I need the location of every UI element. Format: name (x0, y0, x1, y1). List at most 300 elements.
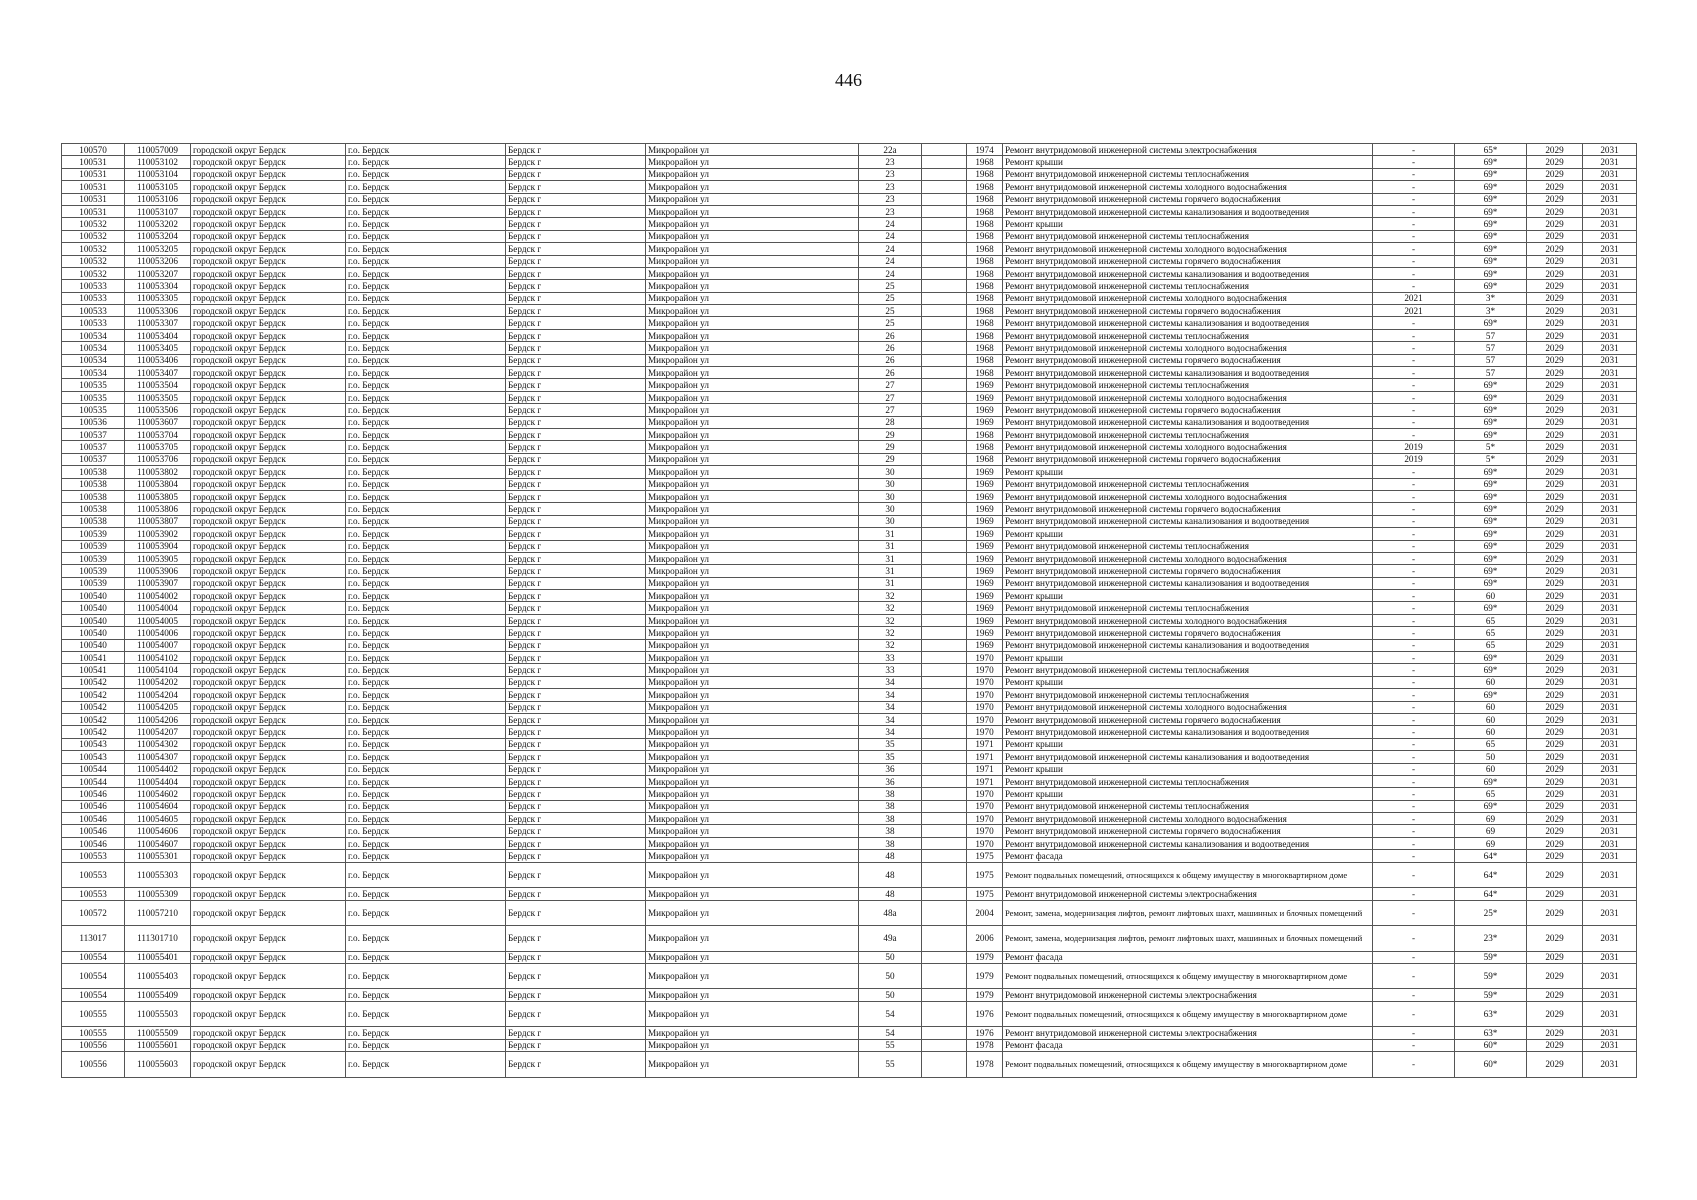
house-number-cell: 54 (859, 1027, 922, 1039)
building-cell (922, 478, 967, 490)
city-cell: Бердск г (506, 813, 646, 825)
year-built-cell: 1970 (967, 713, 1003, 725)
last-repair-year-cell: 2019 (1373, 453, 1455, 465)
settlement-cell: г.о. Бердск (346, 850, 506, 862)
element-id-cell: 110054006 (125, 627, 191, 639)
street-cell: Микрорайон ул (646, 926, 859, 952)
wear-percent-cell: 65 (1455, 639, 1527, 651)
wear-percent-cell: 57 (1455, 342, 1527, 354)
plan-start-year-cell: 2029 (1527, 453, 1583, 465)
element-id-cell: 110053505 (125, 391, 191, 403)
last-repair-year-cell: - (1373, 490, 1455, 502)
repair-register-table (61, 143, 1637, 1078)
building-cell (922, 689, 967, 701)
building-cell (922, 466, 967, 478)
house-number-cell: 24 (859, 218, 922, 230)
element-id-cell: 110053306 (125, 305, 191, 317)
settlement-cell: г.о. Бердск (346, 367, 506, 379)
year-built-cell: 1970 (967, 676, 1003, 688)
municipality-cell: городской округ Бердск (191, 888, 346, 900)
work-type-cell: Ремонт внутридомовой инженерной системы теплоснабжения (1003, 230, 1373, 242)
plan-end-year-cell: 2031 (1583, 181, 1637, 193)
settlement-cell: г.о. Бердск (346, 144, 506, 156)
year-built-cell: 1976 (967, 1001, 1003, 1027)
building-cell (922, 181, 967, 193)
building-cell (922, 367, 967, 379)
house-id-cell: 100540 (62, 602, 125, 614)
house-number-cell: 29 (859, 428, 922, 440)
street-cell: Микрорайон ул (646, 428, 859, 440)
table-row (62, 813, 1637, 825)
last-repair-year-cell: - (1373, 342, 1455, 354)
work-type-cell: Ремонт крыши (1003, 590, 1373, 602)
settlement-cell: г.о. Бердск (346, 900, 506, 926)
building-cell (922, 329, 967, 341)
house-id-cell: 100554 (62, 989, 125, 1001)
city-cell: Бердск г (506, 354, 646, 366)
page-number: 446 (835, 70, 862, 90)
street-cell: Микрорайон ул (646, 837, 859, 849)
street-cell: Микрорайон ул (646, 590, 859, 602)
city-cell: Бердск г (506, 416, 646, 428)
element-id-cell: 110054607 (125, 837, 191, 849)
plan-start-year-cell: 2029 (1527, 775, 1583, 787)
wear-percent-cell: 69* (1455, 602, 1527, 614)
street-cell: Микрорайон ул (646, 627, 859, 639)
last-repair-year-cell: - (1373, 689, 1455, 701)
table-row (62, 664, 1637, 676)
plan-end-year-cell: 2031 (1583, 850, 1637, 862)
year-built-cell: 1968 (967, 428, 1003, 440)
last-repair-year-cell: - (1373, 602, 1455, 614)
element-id-cell: 110054302 (125, 738, 191, 750)
last-repair-year-cell: - (1373, 788, 1455, 800)
plan-end-year-cell: 2031 (1583, 267, 1637, 279)
plan-start-year-cell: 2029 (1527, 951, 1583, 963)
plan-end-year-cell: 2031 (1583, 329, 1637, 341)
last-repair-year-cell: - (1373, 900, 1455, 926)
year-built-cell: 1968 (967, 255, 1003, 267)
municipality-cell: городской округ Бердск (191, 528, 346, 540)
work-type-cell: Ремонт внутридомовой инженерной системы горячего водоснабжения (1003, 627, 1373, 639)
work-type-cell: Ремонт внутридомовой инженерной системы канализования и водоотведения (1003, 515, 1373, 527)
year-built-cell: 1969 (967, 540, 1003, 552)
plan-end-year-cell: 2031 (1583, 565, 1637, 577)
element-id-cell: 110053102 (125, 156, 191, 168)
city-cell: Бердск г (506, 676, 646, 688)
building-cell (922, 490, 967, 502)
house-number-cell: 27 (859, 379, 922, 391)
element-id-cell: 110055401 (125, 951, 191, 963)
element-id-cell: 110054404 (125, 775, 191, 787)
table-row (62, 416, 1637, 428)
street-cell: Микрорайон ул (646, 639, 859, 651)
year-built-cell: 1968 (967, 193, 1003, 205)
plan-start-year-cell: 2029 (1527, 193, 1583, 205)
building-cell (922, 837, 967, 849)
municipality-cell: городской округ Бердск (191, 775, 346, 787)
building-cell (922, 193, 967, 205)
table-row (62, 391, 1637, 403)
street-cell: Микрорайон ул (646, 416, 859, 428)
city-cell: Бердск г (506, 540, 646, 552)
house-id-cell: 100543 (62, 751, 125, 763)
street-cell: Микрорайон ул (646, 850, 859, 862)
work-type-cell: Ремонт внутридомовой инженерной системы горячего водоснабжения (1003, 305, 1373, 317)
plan-start-year-cell: 2029 (1527, 528, 1583, 540)
wear-percent-cell: 69* (1455, 652, 1527, 664)
plan-start-year-cell: 2029 (1527, 763, 1583, 775)
settlement-cell: г.о. Бердск (346, 577, 506, 589)
last-repair-year-cell: - (1373, 218, 1455, 230)
plan-start-year-cell: 2029 (1527, 1052, 1583, 1078)
year-built-cell: 1969 (967, 565, 1003, 577)
element-id-cell: 110054307 (125, 751, 191, 763)
street-cell: Микрорайон ул (646, 701, 859, 713)
wear-percent-cell: 64* (1455, 862, 1527, 888)
city-cell: Бердск г (506, 800, 646, 812)
street-cell: Микрорайон ул (646, 243, 859, 255)
element-id-cell: 110053406 (125, 354, 191, 366)
street-cell: Микрорайон ул (646, 813, 859, 825)
municipality-cell: городской округ Бердск (191, 602, 346, 614)
wear-percent-cell: 69* (1455, 478, 1527, 490)
street-cell: Микрорайон ул (646, 490, 859, 502)
street-cell: Микрорайон ул (646, 713, 859, 725)
house-id-cell: 100538 (62, 490, 125, 502)
house-number-cell: 48а (859, 900, 922, 926)
building-cell (922, 156, 967, 168)
last-repair-year-cell: - (1373, 503, 1455, 515)
municipality-cell: городской округ Бердск (191, 342, 346, 354)
city-cell: Бердск г (506, 763, 646, 775)
plan-end-year-cell: 2031 (1583, 590, 1637, 602)
house-id-cell: 100555 (62, 1001, 125, 1027)
house-number-cell: 32 (859, 602, 922, 614)
house-id-cell: 100533 (62, 305, 125, 317)
plan-end-year-cell: 2031 (1583, 280, 1637, 292)
table-row (62, 466, 1637, 478)
city-cell: Бердск г (506, 900, 646, 926)
settlement-cell: г.о. Бердск (346, 441, 506, 453)
element-id-cell: 110054606 (125, 825, 191, 837)
plan-end-year-cell: 2031 (1583, 825, 1637, 837)
municipality-cell: городской округ Бердск (191, 1052, 346, 1078)
plan-end-year-cell: 2031 (1583, 989, 1637, 1001)
element-id-cell: 110054005 (125, 614, 191, 626)
year-built-cell: 1969 (967, 416, 1003, 428)
last-repair-year-cell: - (1373, 205, 1455, 217)
city-cell: Бердск г (506, 989, 646, 1001)
wear-percent-cell: 69 (1455, 825, 1527, 837)
table-row (62, 404, 1637, 416)
wear-percent-cell: 69* (1455, 280, 1527, 292)
year-built-cell: 1968 (967, 367, 1003, 379)
wear-percent-cell: 69* (1455, 528, 1527, 540)
plan-end-year-cell: 2031 (1583, 193, 1637, 205)
house-id-cell: 100538 (62, 478, 125, 490)
element-id-cell: 110053404 (125, 329, 191, 341)
element-id-cell: 110053807 (125, 515, 191, 527)
house-id-cell: 100540 (62, 614, 125, 626)
last-repair-year-cell: - (1373, 926, 1455, 952)
city-cell: Бердск г (506, 837, 646, 849)
house-number-cell: 29 (859, 453, 922, 465)
municipality-cell: городской округ Бердск (191, 1039, 346, 1051)
plan-end-year-cell: 2031 (1583, 292, 1637, 304)
building-cell (922, 951, 967, 963)
street-cell: Микрорайон ул (646, 565, 859, 577)
settlement-cell: г.о. Бердск (346, 888, 506, 900)
plan-start-year-cell: 2029 (1527, 354, 1583, 366)
house-number-cell: 24 (859, 230, 922, 242)
year-built-cell: 1968 (967, 280, 1003, 292)
city-cell: Бердск г (506, 1052, 646, 1078)
year-built-cell: 1969 (967, 552, 1003, 564)
last-repair-year-cell: 2021 (1373, 292, 1455, 304)
last-repair-year-cell: - (1373, 800, 1455, 812)
wear-percent-cell: 23* (1455, 926, 1527, 952)
table-row (62, 639, 1637, 651)
house-id-cell: 100531 (62, 168, 125, 180)
settlement-cell: г.о. Бердск (346, 689, 506, 701)
element-id-cell: 110055601 (125, 1039, 191, 1051)
municipality-cell: городской округ Бердск (191, 800, 346, 812)
municipality-cell: городской округ Бердск (191, 292, 346, 304)
city-cell: Бердск г (506, 1027, 646, 1039)
work-type-cell: Ремонт внутридомовой инженерной системы теплоснабжения (1003, 602, 1373, 614)
table-row (62, 614, 1637, 626)
house-number-cell: 34 (859, 701, 922, 713)
building-cell (922, 305, 967, 317)
house-id-cell: 100541 (62, 652, 125, 664)
year-built-cell: 1969 (967, 614, 1003, 626)
work-type-cell: Ремонт внутридомовой инженерной системы горячего водоснабжения (1003, 503, 1373, 515)
building-cell (922, 652, 967, 664)
house-id-cell: 100540 (62, 627, 125, 639)
house-id-cell: 100540 (62, 590, 125, 602)
city-cell: Бердск г (506, 825, 646, 837)
plan-start-year-cell: 2029 (1527, 416, 1583, 428)
house-number-cell: 49а (859, 926, 922, 952)
year-built-cell: 1976 (967, 1027, 1003, 1039)
plan-end-year-cell: 2031 (1583, 614, 1637, 626)
municipality-cell: городской округ Бердск (191, 701, 346, 713)
street-cell: Микрорайон ул (646, 329, 859, 341)
settlement-cell: г.о. Бердск (346, 292, 506, 304)
year-built-cell: 1968 (967, 230, 1003, 242)
last-repair-year-cell: - (1373, 478, 1455, 490)
work-type-cell: Ремонт внутридомовой инженерной системы холодного водоснабжения (1003, 441, 1373, 453)
last-repair-year-cell: - (1373, 627, 1455, 639)
settlement-cell: г.о. Бердск (346, 528, 506, 540)
plan-start-year-cell: 2029 (1527, 713, 1583, 725)
last-repair-year-cell: - (1373, 243, 1455, 255)
table-row (62, 590, 1637, 602)
settlement-cell: г.о. Бердск (346, 602, 506, 614)
municipality-cell: городской округ Бердск (191, 515, 346, 527)
municipality-cell: городской округ Бердск (191, 614, 346, 626)
wear-percent-cell: 57 (1455, 367, 1527, 379)
plan-end-year-cell: 2031 (1583, 391, 1637, 403)
settlement-cell: г.о. Бердск (346, 255, 506, 267)
municipality-cell: городской округ Бердск (191, 837, 346, 849)
settlement-cell: г.о. Бердск (346, 243, 506, 255)
work-type-cell: Ремонт внутридомовой инженерной системы канализования и водоотведения (1003, 416, 1373, 428)
municipality-cell: городской округ Бердск (191, 552, 346, 564)
plan-end-year-cell: 2031 (1583, 951, 1637, 963)
year-built-cell: 1968 (967, 441, 1003, 453)
house-number-cell: 33 (859, 664, 922, 676)
wear-percent-cell: 69* (1455, 181, 1527, 193)
work-type-cell: Ремонт внутридомовой инженерной системы электроснабжения (1003, 888, 1373, 900)
settlement-cell: г.о. Бердск (346, 540, 506, 552)
wear-percent-cell: 65* (1455, 144, 1527, 156)
city-cell: Бердск г (506, 738, 646, 750)
municipality-cell: городской округ Бердск (191, 441, 346, 453)
municipality-cell: городской округ Бердск (191, 664, 346, 676)
municipality-cell: городской округ Бердск (191, 540, 346, 552)
street-cell: Микрорайон ул (646, 193, 859, 205)
building-cell (922, 218, 967, 230)
house-number-cell: 30 (859, 466, 922, 478)
element-id-cell: 110053704 (125, 428, 191, 440)
year-built-cell: 2006 (967, 926, 1003, 952)
city-cell: Бердск г (506, 515, 646, 527)
element-id-cell: 110053506 (125, 404, 191, 416)
work-type-cell: Ремонт, замена, модернизация лифтов, ремонт лифтовых шахт, машинных и блочных помещений (1003, 900, 1373, 926)
element-id-cell: 110053907 (125, 577, 191, 589)
year-built-cell: 1969 (967, 639, 1003, 651)
element-id-cell: 110053805 (125, 490, 191, 502)
element-id-cell: 110053902 (125, 528, 191, 540)
wear-percent-cell: 69* (1455, 218, 1527, 230)
wear-percent-cell: 69* (1455, 490, 1527, 502)
wear-percent-cell: 60 (1455, 763, 1527, 775)
settlement-cell: г.о. Бердск (346, 267, 506, 279)
settlement-cell: г.о. Бердск (346, 1039, 506, 1051)
element-id-cell: 110053607 (125, 416, 191, 428)
table-row (62, 342, 1637, 354)
wear-percent-cell: 69* (1455, 230, 1527, 242)
plan-end-year-cell: 2031 (1583, 1027, 1637, 1039)
settlement-cell: г.о. Бердск (346, 453, 506, 465)
street-cell: Микрорайон ул (646, 156, 859, 168)
plan-start-year-cell: 2029 (1527, 664, 1583, 676)
work-type-cell: Ремонт внутридомовой инженерной системы горячего водоснабжения (1003, 255, 1373, 267)
building-cell (922, 701, 967, 713)
house-number-cell: 25 (859, 292, 922, 304)
work-type-cell: Ремонт подвальных помещений, относящихся к общему имуществу в многоквартирном доме (1003, 1052, 1373, 1078)
work-type-cell: Ремонт внутридомовой инженерной системы теплоснабжения (1003, 379, 1373, 391)
table-row (62, 441, 1637, 453)
work-type-cell: Ремонт крыши (1003, 676, 1373, 688)
element-id-cell: 110053205 (125, 243, 191, 255)
wear-percent-cell: 5* (1455, 441, 1527, 453)
year-built-cell: 1978 (967, 1052, 1003, 1078)
wear-percent-cell: 69 (1455, 813, 1527, 825)
plan-end-year-cell: 2031 (1583, 230, 1637, 242)
city-cell: Бердск г (506, 726, 646, 738)
city-cell: Бердск г (506, 441, 646, 453)
table-row (62, 825, 1637, 837)
house-number-cell: 31 (859, 528, 922, 540)
street-cell: Микрорайон ул (646, 775, 859, 787)
municipality-cell: городской округ Бердск (191, 788, 346, 800)
year-built-cell: 1969 (967, 577, 1003, 589)
last-repair-year-cell: - (1373, 862, 1455, 888)
plan-start-year-cell: 2029 (1527, 577, 1583, 589)
building-cell (922, 664, 967, 676)
plan-start-year-cell: 2029 (1527, 590, 1583, 602)
element-id-cell: 110054004 (125, 602, 191, 614)
wear-percent-cell: 65 (1455, 614, 1527, 626)
municipality-cell: городской округ Бердск (191, 267, 346, 279)
building-cell (922, 391, 967, 403)
municipality-cell: городской округ Бердск (191, 590, 346, 602)
building-cell (922, 144, 967, 156)
city-cell: Бердск г (506, 478, 646, 490)
last-repair-year-cell: - (1373, 391, 1455, 403)
plan-end-year-cell: 2031 (1583, 552, 1637, 564)
building-cell (922, 428, 967, 440)
street-cell: Микрорайон ул (646, 503, 859, 515)
house-number-cell: 34 (859, 726, 922, 738)
municipality-cell: городской округ Бердск (191, 305, 346, 317)
table-row (62, 763, 1637, 775)
table-row (62, 354, 1637, 366)
city-cell: Бердск г (506, 775, 646, 787)
house-id-cell: 100538 (62, 466, 125, 478)
plan-start-year-cell: 2029 (1527, 738, 1583, 750)
wear-percent-cell: 60* (1455, 1052, 1527, 1078)
last-repair-year-cell: - (1373, 1052, 1455, 1078)
element-id-cell: 110055509 (125, 1027, 191, 1039)
plan-end-year-cell: 2031 (1583, 317, 1637, 329)
plan-start-year-cell: 2029 (1527, 627, 1583, 639)
house-number-cell: 23 (859, 205, 922, 217)
house-number-cell: 27 (859, 391, 922, 403)
settlement-cell: г.о. Бердск (346, 428, 506, 440)
year-built-cell: 1971 (967, 763, 1003, 775)
street-cell: Микрорайон ул (646, 367, 859, 379)
plan-end-year-cell: 2031 (1583, 367, 1637, 379)
building-cell (922, 602, 967, 614)
plan-start-year-cell: 2029 (1527, 963, 1583, 989)
plan-end-year-cell: 2031 (1583, 255, 1637, 267)
plan-end-year-cell: 2031 (1583, 441, 1637, 453)
street-cell: Микрорайон ул (646, 788, 859, 800)
plan-end-year-cell: 2031 (1583, 428, 1637, 440)
settlement-cell: г.о. Бердск (346, 329, 506, 341)
house-number-cell: 31 (859, 565, 922, 577)
plan-start-year-cell: 2029 (1527, 305, 1583, 317)
house-id-cell: 100546 (62, 800, 125, 812)
settlement-cell: г.о. Бердск (346, 218, 506, 230)
house-number-cell: 32 (859, 639, 922, 651)
year-built-cell: 1970 (967, 825, 1003, 837)
settlement-cell: г.о. Бердск (346, 763, 506, 775)
element-id-cell: 110053207 (125, 267, 191, 279)
last-repair-year-cell: - (1373, 1039, 1455, 1051)
plan-start-year-cell: 2029 (1527, 652, 1583, 664)
building-cell (922, 168, 967, 180)
table-row (62, 751, 1637, 763)
plan-end-year-cell: 2031 (1583, 540, 1637, 552)
wear-percent-cell: 69* (1455, 503, 1527, 515)
plan-start-year-cell: 2029 (1527, 788, 1583, 800)
plan-start-year-cell: 2029 (1527, 926, 1583, 952)
